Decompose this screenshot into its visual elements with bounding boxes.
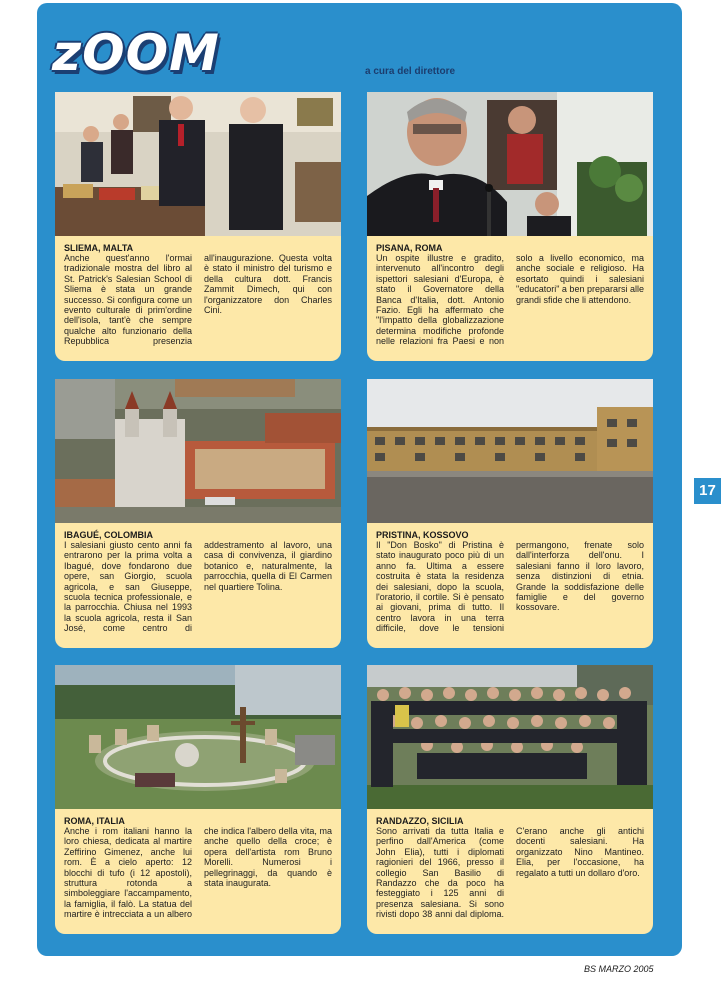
card-text: Un ospite illustre e gradito, intervenuto all'incontro degli ispettori salesiani d'Europa, è stato il Governatore della Banca d'Italia, dott. Antonio Fazio. Egli ha affermato che "l'impatto della globalizzazione determina modifiche profonde nelle relazioni fra Paesi e non solo a livello economico, ma anche sociale e religioso. Ha esortato quindi i salesiani "educatori" a ben prepararsi alle grandi sfide che li attendono.: [376, 253, 644, 347]
issue-footer: BS MARZO 2005: [584, 964, 654, 974]
news-card-randazzo: [367, 665, 653, 934]
card-text: Il "Don Bosko" di Pristina è stato inaugurato poco più di un anno fa. Ultima a essere costruita è stata la residenza dei salesiani, dopo la scuola, l'oratorio, il cortile. Si è pensato ai giovani, prima di tutto. Il centro lavora in una terra difficile, dove le tensioni permangono, frenate solo dall'interforza dell'onu. I salesiani fanno il loro lavoro, senza distinzioni di etnia. Grande la soddisfazione delle famiglie e del governo kossovare.: [376, 540, 644, 634]
news-card-ibague: [55, 379, 341, 648]
card-title: RANDAZZO, SICILIA: [376, 816, 464, 826]
card-title: ROMA, ITALIA: [64, 816, 125, 826]
news-card-pristina: [367, 379, 653, 648]
card-title: IBAGUÉ, COLOMBIA: [64, 530, 153, 540]
card-title: PISANA, ROMA: [376, 243, 443, 253]
card-text: Anche quest'anno l'ormai tradizionale mostra del libro al St. Patrick's Salesian School di Sliema è stata un grande successo. Si configura come un evento culturale di prim'ordine dell'isola, tant'è che sempre qualche alto funzionario della Repubblica presenzia all'inaugurazione. Questa volta è stato il ministro del turismo e della cultura dott. Francis Zammit Dimech, qui con l'organizzatore don Charles Cini.: [64, 253, 332, 347]
photo-aerial-church: [55, 379, 341, 523]
photo-book-fair: [55, 92, 341, 236]
page-number: 17: [694, 478, 721, 504]
photo-open-air-church: [55, 665, 341, 809]
photo-school-building: [367, 379, 653, 523]
card-text: I salesiani giusto cento anni fa entrarono per la prima volta a Ibagué, dove fondarono due opere, san Giorgio, scuola agricola, e san Giuseppe, scuola tecnica professionale, e la parrocchia. Chiusa nel 1993 la scuola agricola, resta il San José, come centro di addestramento al lavoro, una casa di convivenza, il giardino botanico e, naturalmente, la parrocchia, quella di El Carmen nel quartiere Tolina.: [64, 540, 332, 634]
card-title: SLIEMA, MALTA: [64, 243, 134, 253]
editor-credit: a cura del direttore: [365, 66, 456, 77]
card-text: Sono arrivati da tutta Italia e perfino dall'America (come John Elia), tutti i diplomati ragionieri del 1966, presso il collegio San Basilio di Randazzo che da poco ha festeggiato i 125 anni di presenza salesiana. Si sono rivisti dopo 38 anni dal diploma. C'erano anche gli antichi docenti salesiani. Ha organizzato Nino Mantineo. Elia, per l'occasione, ha regalato a tutti un dollaro d'oro.: [376, 826, 644, 920]
card-text: Anche i rom italiani hanno la loro chiesa, dedicata al martire Zeffirino Gimenez, anche lui rom. È a cielo aperto: 12 blocchi di tufo (i 12 apostoli), struttura rotonda a simboleggiare l'accampamento, la famiglia, il falò. La statua del martire è intrecciata a un albero che indica l'albero della vita, ma anche quello della croce; è opera dell'artista rom Bruno Morelli. Numerosi i pellegrinaggi, da quando è stata inaugurata.: [64, 826, 332, 920]
card-title: PRISTINA, KOSSOVO: [376, 530, 469, 540]
news-card-pisana: [367, 92, 653, 361]
news-card-sliema: [55, 92, 341, 361]
section-title: zOOM: [52, 24, 220, 82]
photo-speaker-microphone: [367, 92, 653, 236]
photo-group-portrait: [367, 665, 653, 809]
news-card-roma: [55, 665, 341, 934]
